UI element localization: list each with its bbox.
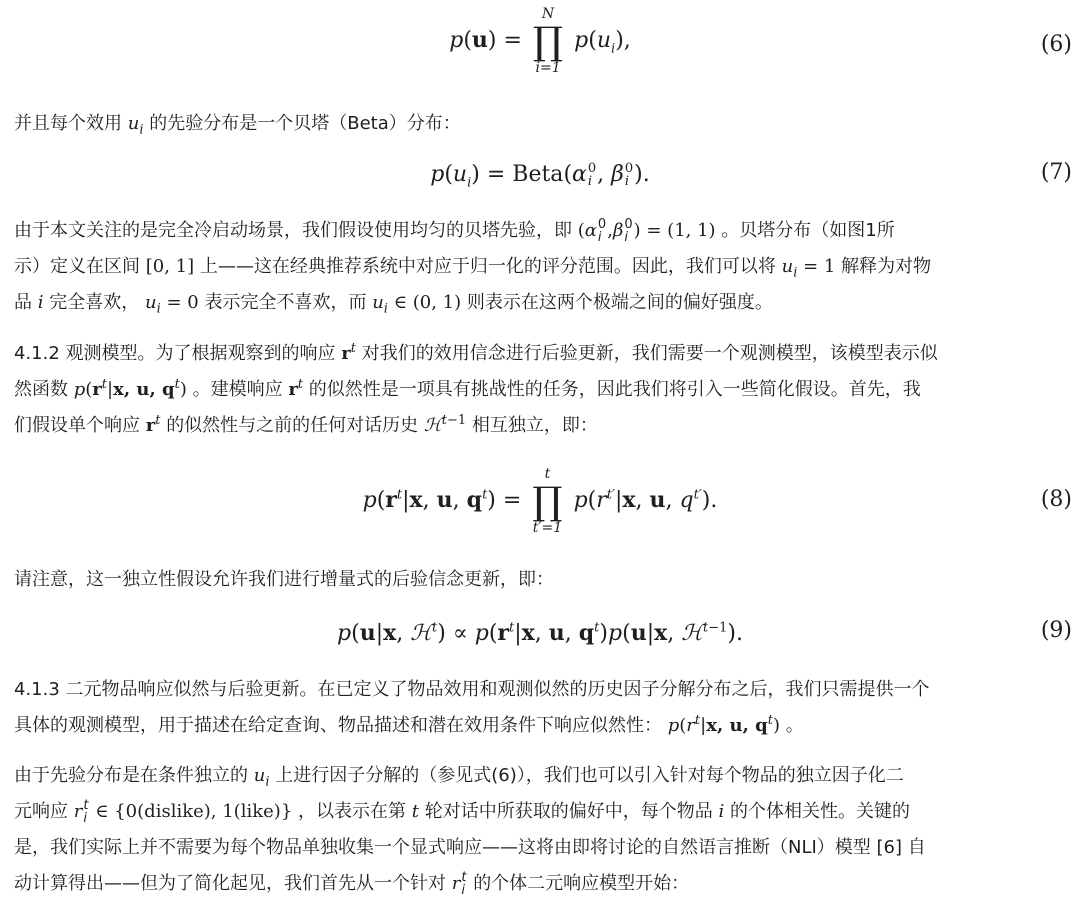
equation-6-number: (6) (1040, 32, 1072, 57)
paragraph-prior: 并且每个效用 $u_i$ 的先验分布是一个贝塔（Beta）分布： (14, 113, 461, 138)
equation-7-number: (7) (1040, 160, 1072, 185)
equation-8: $p(r^t|x$, u, $q^t$) = t ∏ t′=1 $p(r^{t'}|x$, u, $q^{t'}$). (362, 466, 718, 536)
paragraph-note: 请注意，这一独立性假设允许我们进行增量式的后验信念更新，即： (14, 569, 554, 590)
paragraph-binary-response: 4.1.3 二元物品响应似然与后验更新。在已定义了物品效用和观测似然的历史因子分解分布之后，我们只需提供一个 具体的观测模型，用于描述在给定查询、物品描述和潜在效用条件下响应似然性： $p(r^t|x$, u, $q^t$) 。 (14, 679, 930, 736)
equation-9-number: (9) (1040, 618, 1072, 643)
equation-6: p(u) = N ∏ i=1 $p(u_i)$, (449, 6, 631, 76)
paragraph-cold-start: 由于本文关注的是完全冷启动场景，我们假设使用均匀的贝塔先验，即 (α 0 i ,β 0 i ) = (1, 1) 。贝塔分布（如图1所 示）定义在区间 [0, 1] 上——这在经典推荐系统中对应于归一化的评分范围。因此，我们可以将 $u_i = 1$ 解释为对物 品 i 完全喜欢， $u_i = 0$ 表示完全不喜欢，而 $u_i$ ∈ (0, 1) 则表示在这两个极端之间的偏好强度。 (14, 217, 932, 317)
equation-8-number: (8) (1040, 487, 1072, 512)
paragraph-factorization: 由于先验分布是在条件独立的 $u_i$ 上进行因子分解的（参见式(6)），我们也可以引入针对每个物品的独立因子化二 元响应 r t i ∈ {0(dislike), 1(like)} ，以表示在第 t 轮对话中所获取的偏好中，每个物品 i 的个体相关性。关键的 是，我们实际上并不需要为每个物品单独收集一个显式响应——这将由即将讨论的自然语言推断（NLI）模型 [6] 自 动计算得出——但为了简化起见，我们首先从一个针对 r t i 的个体二元响应模型开始： (14, 765, 926, 898)
equation-9: p(u|x, ℋ$^t$) ∝ $p(r^t|x$, u, $q^t)p(u|x$, ℋ$^{t-1}$). (337, 620, 743, 646)
paragraph-observation-model: 4.1.2 观测模型。为了根据观察到的响应 $r^t$ 对我们的效用信念进行后验更新，我们需要一个观测模型，该模型表示似 然函数 $p(r^t|x$, u, $q^t$) 。建模响应 $r^t$ 的似然性是一项具有挑战性的任务，因此我们将引入一些简化假设。首先，我 们假设单个响应 $r^t$ 的似然性与之前的任何对话历史 ℋ$^{t-1}$ 相互独立，即： (14, 341, 938, 436)
equation-7: $p(u_i)$ = Beta(α 0 i , β 0 i ). (430, 161, 650, 191)
